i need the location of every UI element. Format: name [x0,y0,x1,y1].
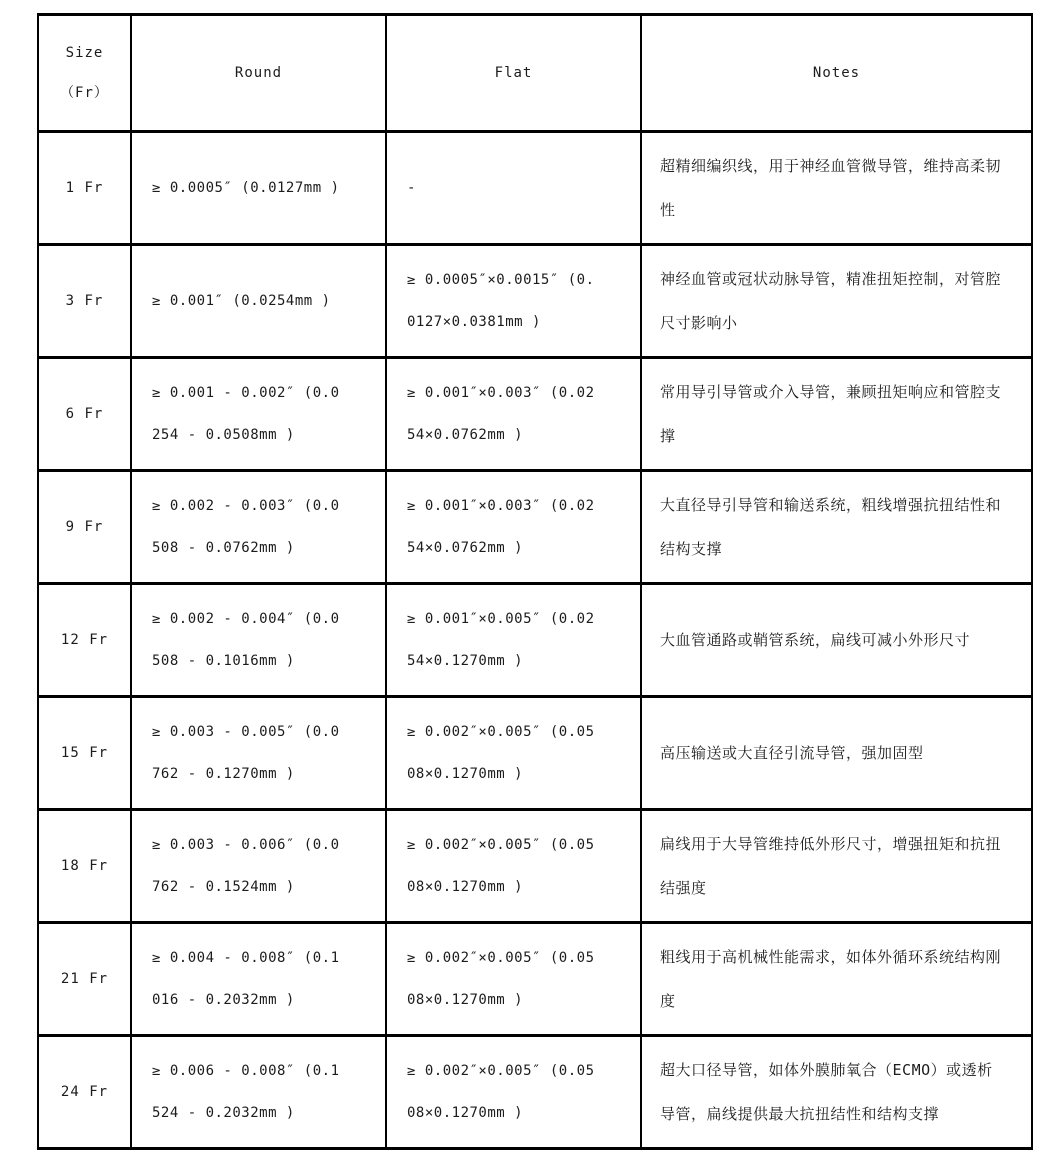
table-row [38,810,1032,923]
header-flat: Flat [386,15,641,132]
cell-round: ≥ 0.004 - 0.008″ (0.1016 - 0.2032mm ) [131,923,386,1036]
cell-round: ≥ 0.003 - 0.005″ (0.0762 - 0.1270mm ) [131,697,386,810]
cell-flat: ≥ 0.001″×0.003″ (0.0254×0.0762mm ) [386,358,641,471]
cell-flat: ≥ 0.001″×0.005″ (0.0254×0.1270mm ) [386,584,641,697]
table-row [38,584,1032,697]
cell-round: ≥ 0.006 - 0.008″ (0.1524 - 0.2032mm ) [131,1036,386,1149]
cell-size: 6 Fr [38,358,131,471]
cell-notes: 常用导引导管或介入导管，兼顾扭矩响应和管腔支撑 [641,358,1032,471]
header-size-line2: （Fr） [60,85,109,101]
cell-flat: ≥ 0.002″×0.005″ (0.0508×0.1270mm ) [386,923,641,1036]
cell-round: ≥ 0.001″ (0.0254mm ) [131,245,386,358]
cell-round: ≥ 0.002 - 0.003″ (0.0508 - 0.0762mm ) [131,471,386,584]
table-row [38,697,1032,810]
cell-notes: 大血管通路或鞘管系统，扁线可减小外形尺寸 [641,584,1032,697]
cell-notes: 大直径导引导管和输送系统，粗线增强抗扭结性和结构支撑 [641,471,1032,584]
cell-notes: 粗线用于高机械性能需求，如体外循环系统结构刚度 [641,923,1032,1036]
table-row [38,1036,1032,1149]
header-row [38,15,1032,132]
cell-flat: ≥ 0.0005″×0.0015″ (0.0127×0.0381mm ) [386,245,641,358]
cell-size: 9 Fr [38,471,131,584]
cell-size: 3 Fr [38,245,131,358]
cell-flat: ≥ 0.002″×0.005″ (0.0508×0.1270mm ) [386,1036,641,1149]
cell-flat: ≥ 0.001″×0.003″ (0.0254×0.0762mm ) [386,471,641,584]
table-header [38,15,1032,132]
cell-round: ≥ 0.001 - 0.002″ (0.0254 - 0.0508mm ) [131,358,386,471]
cell-flat: - [386,132,641,245]
header-round: Round [131,15,386,132]
cell-size: 18 Fr [38,810,131,923]
cell-flat: ≥ 0.002″×0.005″ (0.0508×0.1270mm ) [386,810,641,923]
header-notes: Notes [641,15,1032,132]
cell-size: 21 Fr [38,923,131,1036]
cell-notes: 扁线用于大导管维持低外形尺寸，增强扭矩和抗扭结强度 [641,810,1032,923]
cell-notes: 神经血管或冠状动脉导管，精准扭矩控制，对管腔尺寸影响小 [641,245,1032,358]
table-row [38,471,1032,584]
cell-flat: ≥ 0.002″×0.005″ (0.0508×0.1270mm ) [386,697,641,810]
cell-size: 12 Fr [38,584,131,697]
cell-notes: 超大口径导管，如体外膜肺氧合（ECMO）或透析导管，扁线提供最大抗扭结性和结构支撑 [641,1036,1032,1149]
wire-size-spec-table [37,13,1033,1150]
cell-round: ≥ 0.003 - 0.006″ (0.0762 - 0.1524mm ) [131,810,386,923]
table-row [38,923,1032,1036]
table-row [38,245,1032,358]
table-body [38,132,1032,1149]
cell-round: ≥ 0.0005″ (0.0127mm ) [131,132,386,245]
header-size-line1: Size [65,45,104,61]
cell-size: 15 Fr [38,697,131,810]
cell-notes: 高压输送或大直径引流导管，强加固型 [641,697,1032,810]
header-size [38,15,131,132]
table-row [38,358,1032,471]
table-row [38,132,1032,245]
cell-round: ≥ 0.002 - 0.004″ (0.0508 - 0.1016mm ) [131,584,386,697]
cell-size: 24 Fr [38,1036,131,1149]
cell-size: 1 Fr [38,132,131,245]
cell-notes: 超精细编织线，用于神经血管微导管，维持高柔韧性 [641,132,1032,245]
